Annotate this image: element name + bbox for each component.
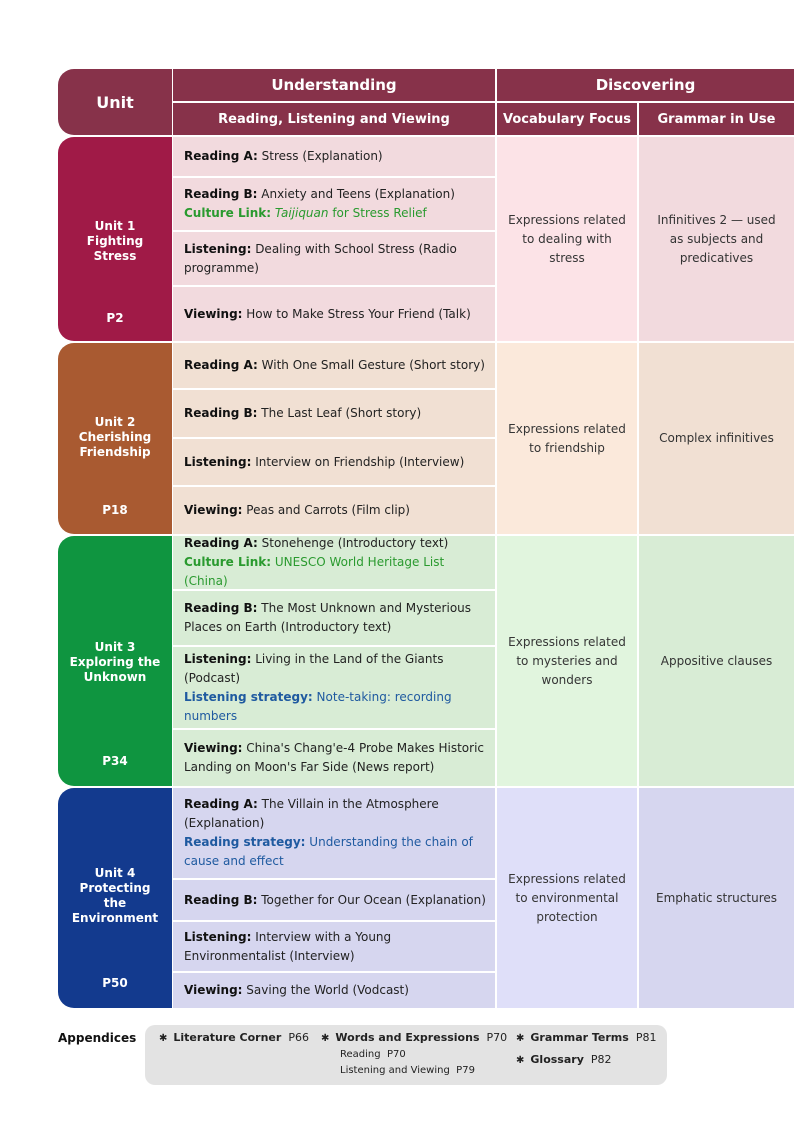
star-icon: ✱ [516, 1055, 525, 1066]
entry-label: Viewing: [184, 306, 243, 321]
discovering-label: Discovering [595, 76, 696, 94]
content-row[interactable] [173, 178, 495, 232]
grammar-text: Emphatic structures [655, 890, 777, 905]
unit-tab [58, 343, 172, 534]
content-row[interactable] [173, 232, 495, 287]
grammar-text: Appositive clauses [660, 653, 773, 668]
entry-text: UNESCO World Heritage List (China) [184, 555, 445, 588]
unit-title-line: Cherishing [78, 430, 152, 444]
entry-label: Listening: [184, 241, 252, 256]
unit-title-line: Unit 4 [94, 866, 136, 880]
content-entry [184, 739, 487, 777]
vocabulary-text: Expressions related to environmental protection [508, 871, 626, 924]
strategy-note [184, 833, 487, 871]
unit-title-line: Friendship [79, 445, 151, 459]
content-entry [184, 453, 487, 472]
content-entry [184, 534, 487, 553]
unit-title-line: Unit 2 [94, 415, 136, 429]
unit-title [58, 640, 172, 685]
content-entry [184, 147, 487, 166]
entry-label: Listening: [184, 454, 252, 469]
content-entry [184, 795, 487, 833]
vocabulary-cell [497, 137, 637, 341]
entry-label: Reading strategy: [184, 835, 306, 849]
entry-label: Listening: [184, 929, 252, 944]
appendices-label: Appendices [58, 1031, 137, 1045]
culture-link [184, 204, 487, 223]
star-icon: ✱ [159, 1033, 168, 1044]
entry-label: Viewing: [184, 503, 243, 517]
culture-link [184, 553, 487, 591]
vocabulary-focus-label: Vocabulary Focus [503, 111, 631, 127]
entry-label: Reading A: [184, 797, 258, 811]
content-row[interactable] [173, 788, 495, 880]
entry-text: Peas and Carrots (Film clip) [242, 503, 410, 517]
unit-title [58, 866, 172, 926]
content-row[interactable] [173, 880, 495, 922]
entry-text: The Villain in the Atmosphere (Explanation) [184, 797, 439, 830]
entry-italic: Taijiquan [274, 206, 329, 220]
vocabulary-cell [497, 788, 637, 1008]
vocabulary-text: Expressions related to dealing with stress [508, 212, 626, 265]
unit-title-line: Unknown [83, 670, 147, 684]
grammar-cell [639, 788, 794, 1008]
content-row[interactable] [173, 647, 495, 730]
entry-text: Together for Our Ocean (Explanation) [257, 892, 486, 907]
content-entry [184, 650, 487, 688]
entry-text: The Most Unknown and Mysterious Places on Earth (Introductory text) [184, 601, 472, 634]
understanding-header [173, 69, 495, 101]
unit-title [58, 415, 172, 460]
content-entry [184, 501, 487, 520]
content-row[interactable] [173, 439, 495, 487]
entry-text: Stress (Explanation) [257, 149, 383, 163]
vocabulary-text: Expressions related to friendship [508, 421, 626, 455]
appendix-item[interactable]: ✱ Grammar Terms P81 [516, 1031, 657, 1044]
unit-page[interactable]: P2 [106, 311, 124, 325]
unit-title-line: Protecting [79, 881, 151, 895]
entry-text: The Last Leaf (Short story) [257, 406, 422, 420]
content-entry [184, 356, 487, 375]
grammar-in-use-label: Grammar in Use [657, 111, 776, 127]
entry-text: Interview with a Young Environmentalist (Interview) [184, 929, 392, 963]
entry-text: With One Small Gesture (Short story) [257, 358, 485, 372]
entry-label: Reading B: [184, 187, 258, 201]
unit-header-label: Unit [96, 92, 134, 112]
entry-label: Viewing: [184, 983, 243, 997]
unit-title-line: Fighting [86, 234, 144, 248]
unit-title-line: Unit 3 [94, 640, 136, 654]
content-row[interactable] [173, 591, 495, 647]
appendix-subitem[interactable]: Reading P70 [340, 1049, 406, 1060]
grammar-cell [639, 137, 794, 341]
content-row[interactable] [173, 973, 495, 1008]
appendix-item[interactable]: ✱ Glossary P82 [516, 1053, 612, 1066]
vocabulary-cell [497, 536, 637, 786]
appendices-box [145, 1025, 667, 1085]
entry-text: Interview on Friendship (Interview) [251, 454, 465, 469]
vocabulary-focus-header [497, 103, 637, 135]
entry-label: Reading A: [184, 536, 258, 550]
content-entry [184, 928, 487, 966]
unit-title-line: the [103, 896, 127, 910]
unit-page[interactable]: P34 [102, 754, 128, 768]
entry-text: Stonehenge (Introductory text) [257, 536, 449, 550]
entry-text: Note-taking: recording numbers [184, 689, 452, 723]
content-row[interactable] [173, 390, 495, 439]
unit-title-line: Exploring the [69, 655, 161, 669]
understanding-label: Understanding [271, 76, 397, 94]
entry-label: Reading A: [184, 358, 258, 372]
discovering-header [497, 69, 794, 101]
content-entry [184, 305, 487, 324]
entry-label: Listening: [184, 651, 252, 666]
vocabulary-cell [497, 343, 637, 534]
strategy-note [184, 688, 487, 726]
star-icon: ✱ [321, 1033, 330, 1044]
content-entry [184, 599, 487, 637]
entry-label: Reading B: [184, 892, 258, 907]
entry-text: Anxiety and Teens (Explanation) [257, 187, 455, 201]
entry-text: Living in the Land of the Giants (Podcast) [184, 651, 444, 685]
rlv-header [173, 103, 495, 135]
content-row[interactable] [173, 730, 495, 786]
unit-tab [58, 536, 172, 786]
entry-text: Saving the World (Vodcast) [242, 983, 409, 997]
star-icon: ✱ [516, 1033, 525, 1044]
appendix-item[interactable]: ✱ Literature Corner P66 [159, 1031, 309, 1044]
entry-label: Listening strategy: [184, 689, 313, 704]
vocabulary-text: Expressions related to mysteries and wonders [508, 634, 626, 687]
grammar-cell [639, 536, 794, 786]
grammar-text: Complex infinitives [659, 431, 774, 445]
content-entry [184, 981, 487, 1000]
content-row[interactable] [173, 287, 495, 341]
rlv-label: Reading, Listening and Viewing [218, 111, 450, 127]
unit-tab [58, 137, 172, 341]
unit-title [58, 219, 172, 264]
content-entry [184, 240, 487, 278]
content-entry [184, 404, 487, 423]
unit-page[interactable]: P50 [102, 976, 128, 990]
unit-page[interactable]: P18 [102, 503, 128, 517]
entry-label: Viewing: [184, 741, 243, 755]
entry-text: Understanding the chain of cause and effect [184, 835, 473, 868]
grammar-text: Infinitives 2 — used as subjects and predicatives [657, 212, 776, 265]
entry-text: How to Make Stress Your Friend (Talk) [242, 306, 471, 321]
entry-label: Reading B: [184, 406, 258, 420]
appendix-item[interactable]: ✱ Words and Expressions P70 [321, 1031, 508, 1044]
unit-title-line: Unit 1 [94, 219, 136, 233]
entry-label: Reading B: [184, 601, 258, 615]
appendix-subitem[interactable]: Listening and Viewing P79 [340, 1065, 475, 1076]
entry-label: Reading A: [184, 149, 258, 163]
grammar-cell [639, 343, 794, 534]
content-entry [184, 891, 487, 910]
content-row[interactable] [173, 343, 495, 390]
entry-text: Dealing with School Stress (Radio programme) [184, 241, 457, 275]
unit-header [58, 69, 172, 135]
content-entry [184, 185, 487, 204]
entry-label: Culture Link: [184, 206, 272, 220]
unit-title-line: Environment [71, 911, 159, 925]
entry-text: for Stress Relief [328, 206, 427, 220]
unit-tab [58, 788, 172, 1008]
content-row[interactable] [173, 536, 495, 591]
grammar-in-use-header [639, 103, 794, 135]
content-row[interactable] [173, 487, 495, 534]
content-row[interactable] [173, 922, 495, 973]
content-row[interactable] [173, 137, 495, 178]
entry-label: Culture Link: [184, 555, 272, 569]
entry-text: China's Chang'e-4 Probe Makes Historic Landing on Moon's Far Side (News report) [184, 741, 484, 774]
unit-title-line: Stress [93, 249, 137, 263]
